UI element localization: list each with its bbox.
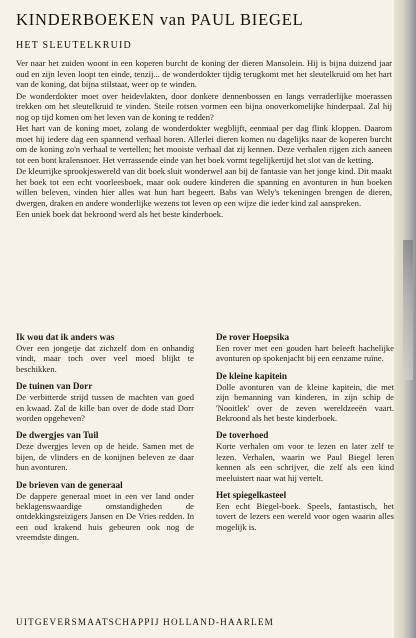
book-entry-text: Deze dwergjes leven op de heide. Samen met de bijen, de vlinders en de konijnen beleven ze daar hun avonturen.: [16, 441, 194, 473]
book-entry: [16, 480, 194, 543]
book-entry-title: De kleine kapitein: [216, 370, 287, 381]
intro-paragraph: De wonderdokter moet over heidevlakten, door donkere dennenbossen en langs verraderlijke moerassen trekken om het sleutelkruid te vinden. Steile rotsen vormen een bijna onoverkomelijke hinderpaal. Zal hij nog op tijd komen om het leven van de koning te redden?: [16, 90, 392, 122]
page-title: KINDERBOEKEN van PAUL BIEGEL: [16, 10, 304, 29]
book-entry: [16, 381, 194, 423]
description-block: [16, 10, 392, 220]
book-entry: [216, 490, 394, 532]
book-entry-title: De rover Hoepsika: [216, 332, 290, 342]
book-entry: [216, 371, 394, 424]
book-title: HET SLEUTELKRUID: [16, 40, 132, 51]
book-entry-text: Over een jongetje dat zichzelf dom en onhandig vindt, maar toch over veel moed blijkt te beschikken.: [16, 343, 194, 374]
book-list-left: [16, 332, 194, 550]
book-entry: [216, 430, 394, 483]
book-entry-title: De brieven van de generaal: [16, 479, 123, 490]
intro-paragraph: Ver naar het zuiden woont in een koperen burcht de koning der dieren Mansolein. Hij is bijna duizend jaar oud en zijn leven loopt ten einde, tenzij... de wonderdokter tijdig terugkomt met het sleutelkruid om het hart van de koning, dat bijna stilstaat, weer op te winden.: [16, 58, 392, 89]
book-entry-title: Het spiegelkasteel: [216, 490, 287, 501]
intro-text: [16, 58, 392, 220]
book-entry-text: Een echt Biegel-boek. Speels, fantastisch, het tovert de lezers een wereld voor ogen waarin alles mogelijk is.: [216, 501, 394, 532]
book-entry-title: De dwergjes van Tuil: [16, 430, 99, 441]
book-entry-title: De tuinen van Dorr: [16, 381, 93, 392]
intro-paragraph: Het hart van de koning moet, zolang de wonderdokter wegblijft, eenmaal per dag flink kloppen. Daarom moet hij iedere dag een spannend verhaal horen. Allerlei dieren komen nu dagelijks naar de koperen burcht om de koning zo'n verhaal te vertellen; het mooiste verhaal dat zij kennen. Deze verhalen rijgen zich aaneen tot een bont kralensnoer. Het verrassende einde van het boek vormt tegelijkertijd het slot van de ketting.: [16, 123, 392, 165]
book-entry: [16, 332, 194, 374]
book-entry-title: Ik wou dat ik anders was: [16, 332, 115, 342]
cover-edge: [394, 0, 416, 638]
book-entry-text: De verbitterde strijd tussen de machten van goed en kwaad. Zal de kille ban over de dode stad Dorr worden opgeheven?: [16, 392, 194, 424]
book-entry-text: Korte verhalen om voor te lezen en later zelf te lezen. Verhalen, waarin we Paul Biegel leren kennen als een schrijver, die zelf als een kind meeluistert naar wat hij vertelt.: [216, 441, 394, 483]
book-entry: [216, 332, 394, 364]
book-entry: [16, 430, 194, 472]
book-list: [16, 332, 394, 550]
intro-paragraph: Een uniek boek dat bekroond werd als het beste kinderboek.: [16, 209, 224, 219]
book-list-right: [216, 332, 394, 550]
book-entry-text: Een rover met een gouden hart beleeft hachelijke avonturen op spokenjacht bij een eenzame ruïne.: [216, 343, 394, 364]
publisher-name: UITGEVERSMAATSCHAPPIJ HOLLAND-HAARLEM: [16, 617, 275, 627]
intro-paragraph: De kleurrijke sprookjeswereld van dit boek sluit wonderwel aan bij de fantasie van het jonge kind. Dit maakt het boek tot een echt voorleesboek, maar ook oudere kinderen die spanning en avonturen in hun boeken willen beleven, vinden hier alles wat hun hart begeert. Babs van Wely's tekeningen brengen de dieren, dwergen, draken en andere wonderlijke wezens tot leven op een wijze die ieder kind zal aanspreken.: [16, 166, 392, 208]
book-entry-title: De toverhoed: [216, 430, 269, 441]
book-entry-text: Dolle avonturen van de kleine kapitein, die met zijn bemanning van kinderen, in zijn schip de 'Nooitlek' over de zeven wereldzeeën vaart. Bekroond als het beste kinderboek.: [216, 381, 394, 424]
book-entry-text: De dappere generaal moet in een ver land onder beklagenswaardige omstandigheden de ontdekkingsreizigers Jansen en De Vries redden. In een oud krakend huis gebeuren ook nog de vreemdste dingen.: [16, 490, 194, 543]
